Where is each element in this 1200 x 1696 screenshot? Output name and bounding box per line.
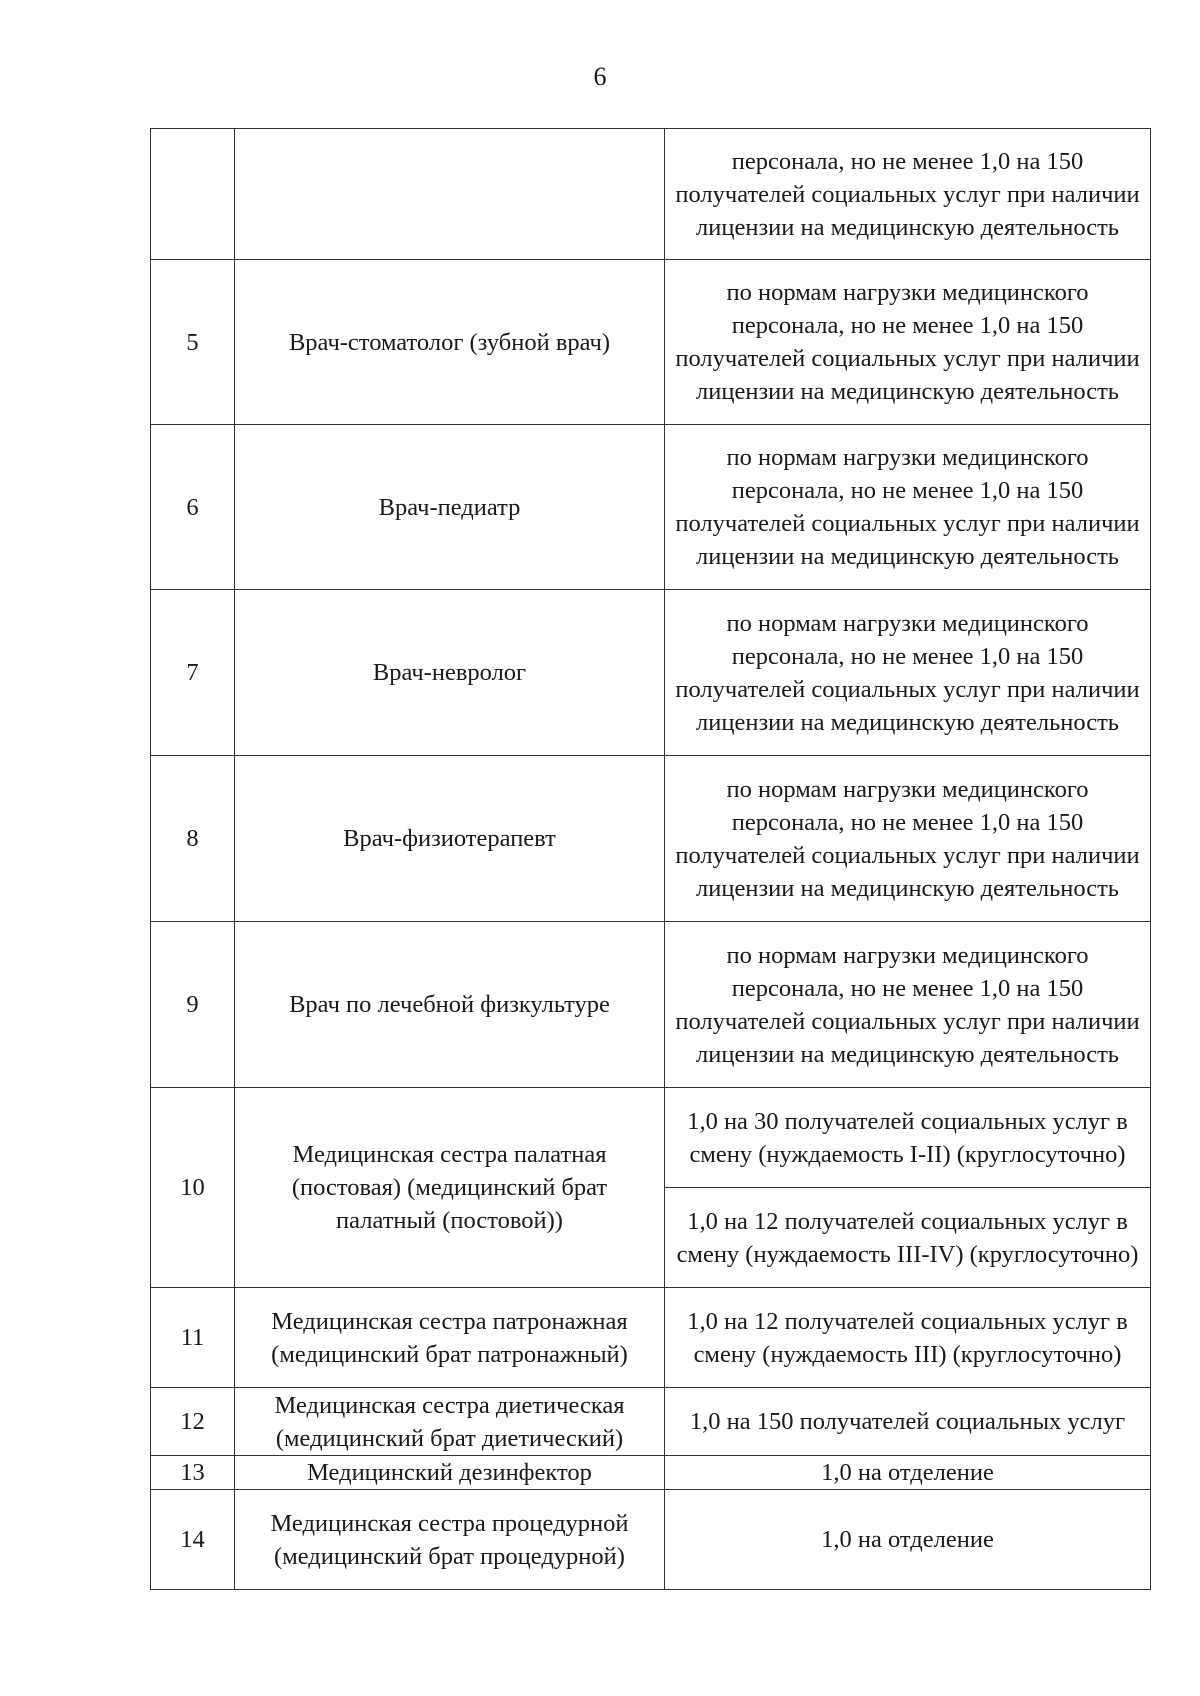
row-number-cell: 8 xyxy=(151,756,235,922)
row-number-cell: 6 xyxy=(151,425,235,590)
row-number-cell: 11 xyxy=(151,1288,235,1388)
norm-cell: по нормам нагрузки медицинского персонала, но не менее 1,0 на 150 получателей социальных услуг при наличии лицензии на медицинскую деятельность xyxy=(665,756,1151,922)
position-cell: Врач-невролог xyxy=(235,590,665,756)
position-cell: Врач-физиотерапевт xyxy=(235,756,665,922)
row-number-cell: 14 xyxy=(151,1490,235,1590)
position-cell: Медицинская сестра процедурной (медицинский брат процедурной) xyxy=(235,1490,665,1590)
table-row xyxy=(151,129,1151,260)
table-row xyxy=(151,1388,1151,1456)
norm-cell: 1,0 на 150 получателей социальных услуг xyxy=(665,1388,1151,1456)
norm-cell: по нормам нагрузки медицинского персонала, но не менее 1,0 на 150 получателей социальных услуг при наличии лицензии на медицинскую деятельность xyxy=(665,425,1151,590)
table-row xyxy=(151,1456,1151,1490)
norm-cell: 1,0 на 12 получателей социальных услуг в смену (нуждаемость III) (круглосуточно) xyxy=(665,1288,1151,1388)
row-number-cell: 9 xyxy=(151,922,235,1088)
norm-cell: 1,0 на 12 получателей социальных услуг в смену (нуждаемость III-IV) (круглосуточно) xyxy=(665,1188,1151,1288)
row-number-cell: 5 xyxy=(151,260,235,425)
position-cell: Врач-стоматолог (зубной врач) xyxy=(235,260,665,425)
row-number-cell xyxy=(151,129,235,260)
table-row xyxy=(151,1288,1151,1388)
table-row xyxy=(151,425,1151,590)
position-cell: Врач по лечебной физкультуре xyxy=(235,922,665,1088)
norm-cell: по нормам нагрузки медицинского персонала, но не менее 1,0 на 150 получателей социальных услуг при наличии лицензии на медицинскую деятельность xyxy=(665,922,1151,1088)
table-row xyxy=(151,590,1151,756)
row-number-cell: 13 xyxy=(151,1456,235,1490)
page-number: 6 xyxy=(593,62,607,91)
norm-cell: по нормам нагрузки медицинского персонала, но не менее 1,0 на 150 получателей социальных услуг при наличии лицензии на медицинскую деятельность xyxy=(665,590,1151,756)
table-row xyxy=(151,1088,1151,1188)
norm-cell: персонала, но не менее 1,0 на 150 получателей социальных услуг при наличии лицензии на медицинскую деятельность xyxy=(665,129,1151,260)
row-number-cell: 12 xyxy=(151,1388,235,1456)
table-row xyxy=(151,1490,1151,1590)
table-row xyxy=(151,922,1151,1088)
position-cell xyxy=(235,129,665,260)
position-cell: Медицинская сестра палатная (постовая) (медицинский брат палатный (постовой)) xyxy=(235,1088,665,1288)
table-row xyxy=(151,260,1151,425)
table-row xyxy=(151,756,1151,922)
position-cell: Медицинский дезинфектор xyxy=(235,1456,665,1490)
row-number-cell: 7 xyxy=(151,590,235,756)
norm-cell: 1,0 на отделение xyxy=(665,1490,1151,1590)
position-cell: Врач-педиатр xyxy=(235,425,665,590)
norm-cell: по нормам нагрузки медицинского персонала, но не менее 1,0 на 150 получателей социальных услуг при наличии лицензии на медицинскую деятельность xyxy=(665,260,1151,425)
norm-cell: 1,0 на 30 получателей социальных услуг в смену (нуждаемость I-II) (круглосуточно) xyxy=(665,1088,1151,1188)
row-number-cell: 10 xyxy=(151,1088,235,1288)
position-cell: Медицинская сестра патронажная (медицинский брат патронажный) xyxy=(235,1288,665,1388)
norm-cell: 1,0 на отделение xyxy=(665,1456,1151,1490)
staff-norms-table xyxy=(150,128,1151,1590)
position-cell: Медицинская сестра диетическая (медицинский брат диетический) xyxy=(235,1388,665,1456)
